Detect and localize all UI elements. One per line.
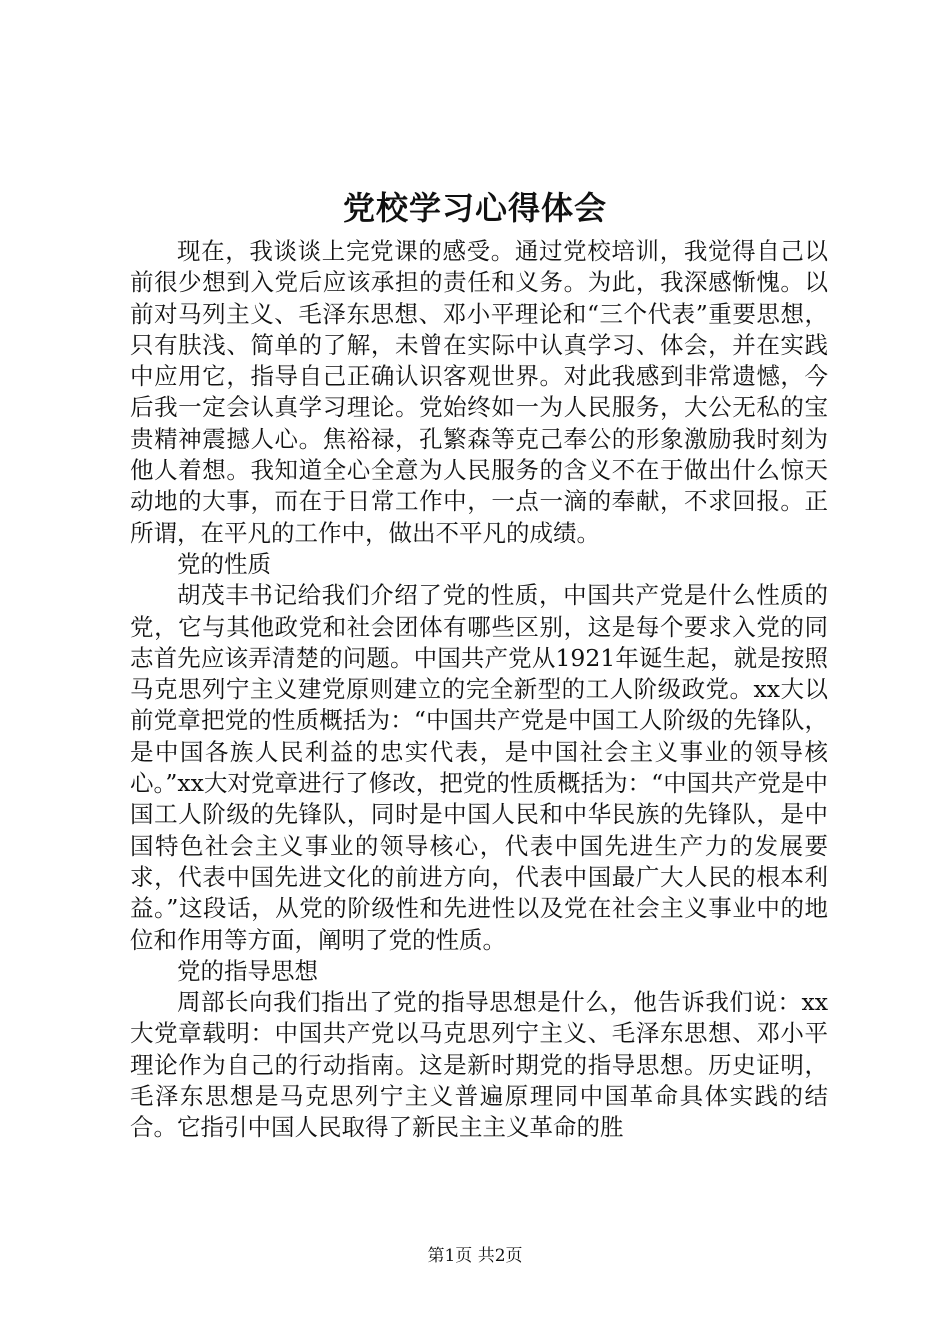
section-heading-guiding-thought: 党的指导思想 bbox=[177, 956, 318, 985]
paragraph-guiding-thought: 周部长向我们指出了党的指导思想是什么，他告诉我们说：xx大党章载明：中国共产党以马克思列宁主义、毛泽东思想、邓小平理论作为自己的行动指南。这是新时期党的指导思想。历史证明，毛泽东思想是马克思列宁主义普遍原理同中国革命具体实践的结合。它指引中国人民取得了新民主主义革命的胜 bbox=[130, 988, 828, 1142]
page-footer: 第1页 共2页 bbox=[427, 1246, 523, 1266]
paragraph-intro: 现在，我谈谈上完党课的感受。通过党校培训，我觉得自己以前很少想到入党后应该承担的责任和义务。为此，我深感惭愧。以前对马列主义、毛泽东思想、邓小平理论和“三个代表”重要思想，只有肤浅、简单的了解，未曾在实际中认真学习、体会，并在实践中应用它，指导自己正确认识客观世界。对此我感到非常遗憾，今后我一定会认真学习理论。党始终如一为人民服务，大公无私的宝贵精神震撼人心。焦裕禄，孔繁森等克己奉公的形象激励我时刻为他人着想。我知道全心全意为人民服务的含义不在于做出什么惊天动地的大事，而在于日常工作中，一点一滴的奉献，不求回报。正所谓，在平凡的工作中，做出不平凡的成绩。 bbox=[130, 237, 828, 547]
document-title: 党校学习心得体会 bbox=[342, 189, 607, 227]
section-heading-party-nature: 党的性质 bbox=[177, 549, 271, 578]
document-body bbox=[130, 236, 828, 1144]
paragraph-party-nature: 胡茂丰书记给我们介绍了党的性质，中国共产党是什么性质的党，它与其他政党和社会团体有哪些区别，这是每个要求入党的同志首先应该弄清楚的问题。中国共产党从1921年诞生起，就是按照马克思列宁主义建党原则建立的完全新型的工人阶级政党。xx大以前党章把党的性质概括为：“中国共产党是中国工人阶级的先锋队，是中国各族人民利益的忠实代表，是中国社会主义事业的领导核心。”xx大对党章进行了修改，把党的性质概括为：“中国共产党是中国工人阶级的先锋队，同时是中国人民和中华民族的先锋队，是中国特色社会主义事业的领导核心，代表中国先进生产力的发展要求，代表中国先进文化的前进方向，代表中国最广大人民的根本利益。”这段话，从党的阶级性和先进性以及党在社会主义事业中的地位和作用等方面，阐明了党的性质。 bbox=[130, 581, 828, 954]
